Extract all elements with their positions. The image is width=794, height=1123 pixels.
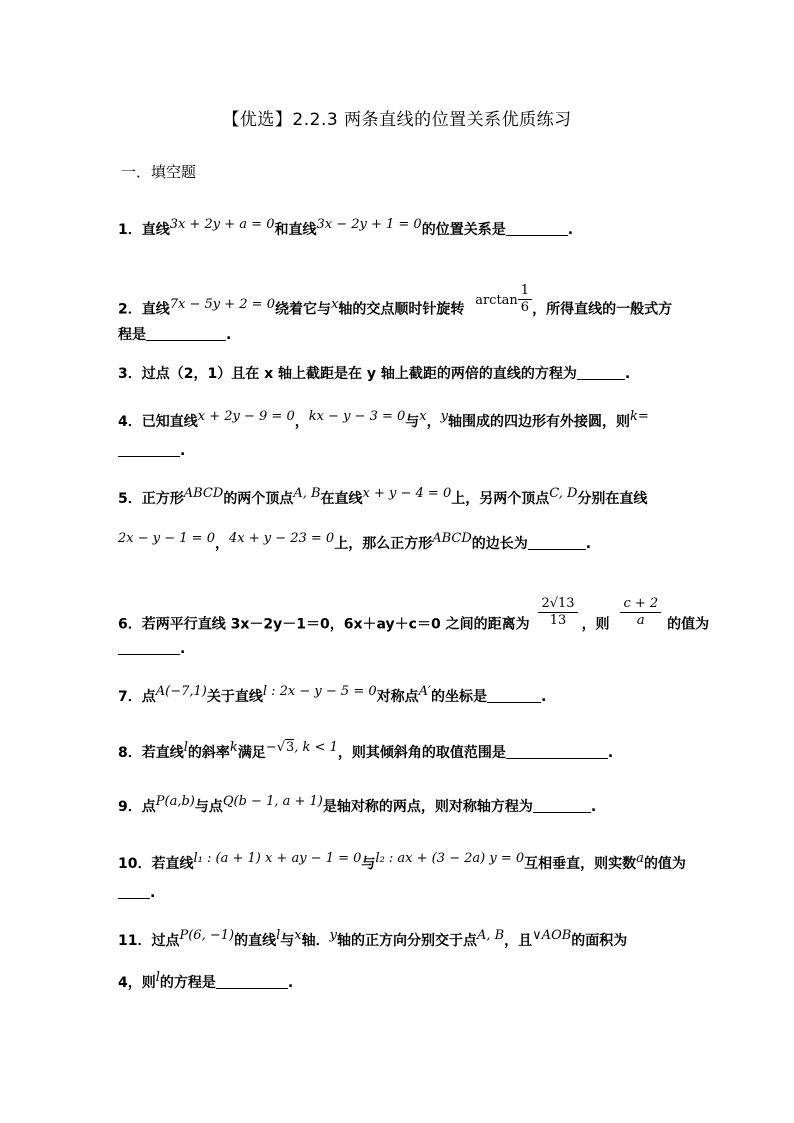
question-number: 1． xyxy=(118,222,142,238)
math-expression: 4x + y − 23 = 0 xyxy=(228,531,335,546)
page-title: 【优选】2.2.3 两条直线的位置关系优质练习 xyxy=(222,110,572,130)
question-7: 7．点A(−7,1)关于直线l : 2x − y − 5 = 0对称点A′的坐标是 . xyxy=(118,684,547,705)
question-1: 1．直线3x + 2y + a = 0和直线3x − 2y + 1 = 0的位置关系是 . xyxy=(118,217,574,238)
question-10-line-2: . xyxy=(118,882,155,904)
math-expression: y xyxy=(440,409,448,424)
question-number: 9． xyxy=(118,799,142,815)
math-expression: x + 2y − 9 = 0 xyxy=(197,409,295,424)
math-expression: l : 2x − y − 5 = 0 xyxy=(262,684,377,699)
math-expression: P(6, −1) xyxy=(179,928,235,943)
answer-blank[interactable] xyxy=(487,688,541,703)
math-expression: A, B xyxy=(293,486,321,501)
math-expression: 7x − 5y + 2 = 0 xyxy=(169,296,275,312)
question-3: 3．过点（2，1）且在 x 轴上截距是在 y 轴上截距的两倍的直线的方程为 . xyxy=(118,366,631,382)
math-expression: ABCD xyxy=(183,486,224,501)
answer-blank[interactable] xyxy=(118,884,150,899)
math-expression: x xyxy=(330,296,339,312)
question-4: 4．已知直线x + 2y − 9 = 0，kx − y − 3 = 0与x，y轴围成的四边形有外接圆，则k= xyxy=(118,409,649,430)
math-expression: x xyxy=(419,409,427,424)
math-expression: −√3, k < 1 xyxy=(265,740,338,755)
math-expression: P(a,b) xyxy=(155,794,195,809)
question-number: 7． xyxy=(118,689,142,705)
question-number: 6． xyxy=(118,616,142,633)
math-expression: x + y − 4 = 0 xyxy=(362,486,452,501)
question-number: 2． xyxy=(118,301,142,318)
answer-blank[interactable] xyxy=(146,326,226,341)
question-number: 8． xyxy=(118,745,142,761)
answer-blank[interactable] xyxy=(118,442,180,457)
fraction: $\frac{1}{6}$ xyxy=(518,283,532,316)
question-8: 8．若直线l的斜率k满足−√3, k < 1，则其倾斜角的取值范围是 . xyxy=(118,740,614,761)
answer-blank[interactable] xyxy=(577,365,625,380)
section-heading: 一．填空题 xyxy=(121,163,197,181)
question-6-line-2: . xyxy=(118,638,185,660)
question-6: 6．若两平行直线 3x－2y－1＝0，6x＋ay＋c＝0 之间的距离为 $\frac{2√13}{13}$ ，则 $\frac{c + 2}{a}$ 的值为 xyxy=(118,596,710,633)
question-number: 11． xyxy=(118,933,152,949)
answer-blank[interactable] xyxy=(506,221,568,236)
question-11: 11．过点P(6, −1)的直线l与x轴．y轴的正方向分别交于点A, B，且∨AOB的面积为 xyxy=(118,928,628,949)
question-4-line-2: . xyxy=(118,440,185,462)
answer-blank[interactable] xyxy=(528,535,586,550)
math-expression: x xyxy=(294,928,302,943)
fraction: $\frac{c + 2}{a}$ xyxy=(620,596,661,629)
math-expression: arctan xyxy=(475,292,518,308)
math-expression: l₂ : ax + (3 − 2a) y = 0 xyxy=(375,851,525,866)
math-expression: l xyxy=(183,740,188,755)
math-expression: A′ xyxy=(418,684,431,699)
math-expression: k xyxy=(229,740,238,755)
math-expression: ABCD xyxy=(432,531,472,546)
math-expression: l xyxy=(155,970,160,985)
question-5-line-2: 2x − y − 1 = 0，4x + y − 23 = 0上，那么正方形ABCD的边长为 . xyxy=(118,531,592,552)
math-expression: y xyxy=(329,928,337,943)
math-expression: ∨AOB xyxy=(532,928,572,943)
math-expression: 3x − 2y + 1 = 0 xyxy=(316,217,422,232)
math-expression: 3x + 2y + a = 0 xyxy=(169,217,275,232)
math-expression: C, D xyxy=(549,486,578,501)
question-number: 10． xyxy=(118,856,152,872)
math-expression: A(−7,1) xyxy=(155,684,207,699)
question-2: 2．直线7x − 5y + 2 = 0绕着它与x轴的交点顺时针旋转 arctan $\frac{1}{6}$ ，所得直线的一般式方 xyxy=(118,283,673,318)
math-expression: Q(b − 1, a + 1) xyxy=(222,794,323,809)
question-5: 5．正方形ABCD的两个顶点A, B在直线x + y − 4 = 0上，另两个顶点C, D分别在直线 xyxy=(118,486,648,507)
math-expression: 2x − y − 1 = 0 xyxy=(118,531,215,546)
question-number: 4． xyxy=(118,414,142,430)
question-number: 5． xyxy=(118,491,142,507)
math-expression: A, B xyxy=(476,928,505,943)
question-9: 9．点P(a,b)与点Q(b − 1, a + 1)是轴对称的两点，则对称轴方程为 . xyxy=(118,794,597,815)
question-11-line-2: 4，则l的方程是 . xyxy=(118,970,294,991)
question-number: 3． xyxy=(118,366,142,382)
math-expression: a xyxy=(636,851,644,866)
answer-blank[interactable] xyxy=(216,974,288,989)
math-expression: k xyxy=(630,409,638,424)
answer-blank[interactable] xyxy=(533,798,591,813)
question-2-line-2: 程是 . xyxy=(118,327,232,343)
math-expression: l₁ : (a + 1) x + ay − 1 = 0 xyxy=(193,851,362,866)
fraction: $\frac{2√13}{13}$ xyxy=(538,596,577,629)
answer-blank[interactable] xyxy=(118,640,180,655)
answer-blank[interactable] xyxy=(506,744,608,759)
question-10: 10．若直线l₁ : (a + 1) x + ay − 1 = 0与l₂ : ax + (3 − 2a) y = 0互相垂直，则实数a的值为 xyxy=(118,851,686,872)
math-expression: l xyxy=(276,928,281,943)
math-expression: kx − y − 3 = 0 xyxy=(308,409,406,424)
